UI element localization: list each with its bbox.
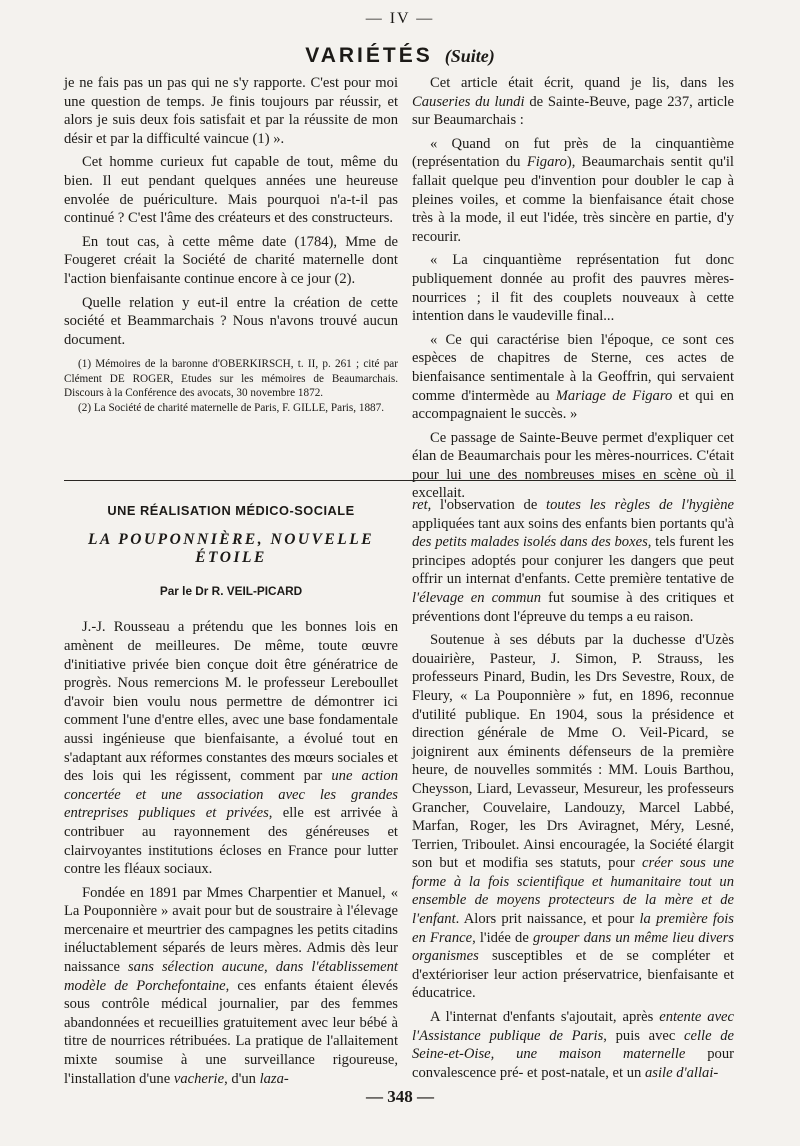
page-title — [0, 44, 800, 68]
text: , ces enfants étaient élevés sous contrôle médical journalier, par des femmes abandonnées et recueillies gratuitement avec leur bébé à titre de nourrices rétribuées. La pratique de l'allaitement mixte soumise à une surveillance rigoureuse, l'installation d'une — [64, 977, 398, 1087]
text: appliquées tant aux soins des enfants bien portants qu'à — [412, 515, 734, 532]
paragraph — [412, 74, 734, 130]
emphasis: une action concertée et une association avec les grandes entreprises publiques et privées — [64, 768, 398, 822]
paragraph — [64, 618, 398, 878]
emphasis: laza- — [259, 1070, 289, 1087]
title-main: VARIÉTÉS — [305, 44, 433, 67]
article-right-column — [412, 496, 734, 1087]
text: , l'idée de — [472, 929, 529, 946]
article-byline: Par le Dr R. VEIL-PICARD — [159, 583, 303, 598]
paragraph: En tout cas, à cette même date (1784), Mme de Fougeret créait la Société de charité maternelle dont l'action bienfaisante continue encore à ce jour (2). — [64, 233, 398, 287]
paragraph — [412, 496, 734, 626]
text: fut soumise à des critiques et préventions dont l'épreuve du temps a eu raison. — [412, 589, 734, 625]
text: , l'observation de — [427, 497, 538, 513]
paragraph: « La cinquantième représentation fut donc publiquement donnée au profit des pauvres mères-nourrices ; il fit des couplets nouveaux à cette intention dans le vaudeville final... — [412, 252, 734, 325]
paragraph — [64, 884, 398, 1089]
play-title: Figaro — [526, 154, 567, 171]
paragraph: Cet homme curieux fut capable de tout, même du bien. Il eut pendant quelques années une heureuse envolée de puériculture. Mais pourquoi n'a-t-il pas continué ? C'est l'âme des créateurs et des constructeurs. — [64, 154, 398, 227]
paragraph — [412, 1008, 734, 1082]
section-roman-numeral: — IV — — [365, 10, 435, 27]
footnote-2: (2) La Société de charité maternelle de Paris, F. GILLE, Paris, 1887. — [78, 401, 385, 414]
emphasis: asile d'allai- — [645, 1064, 719, 1081]
text: , d'un — [224, 1070, 256, 1087]
text: , elle est arrivée à contribuer au rayonnement des généreuses et clairvoyantes institutions écloses en France pour lutter contre les fléaux sociaux. — [64, 805, 398, 878]
paragraph — [412, 331, 734, 424]
emphasis: créer sous une forme à la fois scientifique et humanitaire tout un ensemble de moyens protecteurs de la mère et de l'enfant — [412, 855, 734, 928]
paragraph — [412, 631, 734, 1003]
book-title: Causeries du lundi — [412, 93, 525, 110]
text: , tels furent les principes adoptés pour conjurer les dangers que peut offrir un internat d'enfants. Cette première tentative de — [412, 534, 734, 588]
article-left-column — [64, 496, 398, 1093]
text: J.-J. Rousseau a prétendu que les bonnes lois en amènent de meilleures. De même, toute œuvre d'initiative privée bien conçue doit être génératrice de progrès. Nous remercions M. le professeur Lereboullet d'avoir bien voulu nous permettre de démontrer ici comment l'une d'entre elles, avec une base fondamentale aussi ingénieuse que bienfaisante, a évolué tout en s'adaptant aux réformes constantes des mœurs sociales et des lois qui les régissent, comment par — [64, 619, 398, 785]
emphasis: ret — [412, 497, 428, 513]
text: pour convalescence pré- et post-natale, et un — [412, 1046, 735, 1081]
emphasis: des petits malades isolés dans des boxes — [412, 534, 648, 551]
emphasis: grouper dans un même lieu divers organismes — [412, 929, 734, 965]
article-title: LA POUPONNIÈRE, NOUVELLE ÉTOILE — [87, 530, 375, 567]
text: et qui en accompagnaient le succès. » — [412, 387, 734, 423]
paragraph: Ce passage de Sainte-Beuve permet d'expliquer cet élan de Beaumarchais pour les mères-nourrices. C'était pour lui une des nombreuses mises en scène où il excellait. — [412, 429, 734, 502]
footnote-1: (1) Mémoires de la baronne d'OBERKIRSCH, t. II, p. 261 ; cité par Clément DE ROGER, Etudes sur les mémoires de Beaumarchais. Discours à la Conférence des avocats, 30 novembre 1872. — [64, 358, 398, 399]
title-suite: (Suite) — [444, 46, 495, 66]
play-title: Mariage de Figaro — [555, 387, 673, 404]
emphasis: toutes les règles de l'hygiène — [546, 497, 734, 513]
text: Soutenue à ses débuts par la duchesse d'Uzès douairière, Pasteur, J. Simon, P. Strauss, les professeurs Pinard, Budin, les Drs Sevestre, Roux, de Fleury, « La Pouponnière » fut, en 1896, reconnue d'utilité publique. En 1904, sous la présidence et direction générale de Mme O. Veil-Picard, se joignirent aux éminents défenseurs de la première heure, de nouvelles sommités : MM. Louis Barthou, Cheysson, Liard, Levasseur, Mesureur, les professeurs Grancher, Couvelaire, Landouzy, Marcel Labbé, Marfan, Roger, les Drs Aviragnet, Méry, Lesné, Terrien, Triboulet. Ainsi encouragée, la Société élargit son but et modifia ses statuts, pour — [412, 632, 734, 872]
emphasis: l'élevage en commun — [412, 589, 542, 606]
text: susceptibles et de se compléter et d'extérioriser leur action préservatrice, bienfaisante et éducatrice. — [412, 948, 734, 1002]
text: ), Beaumarchais sentit qu'il fallait quelque peu d'invention pour doubler le cap à pleines voiles, et comme la bienfaisance était chose très à la mode, il eut l'idée, très sincère en partie, d'y recourir. — [412, 154, 734, 245]
text: de Sainte-Beuve, page 237, article sur Beaumarchais : — [412, 93, 735, 129]
section-divider — [64, 480, 736, 481]
text: A l'internat d'enfants s'ajoutait, après — [430, 1009, 654, 1026]
page-number: — 348 — — [366, 1087, 434, 1106]
emphasis: la première fois en France — [412, 911, 734, 946]
paragraph — [412, 135, 734, 247]
paragraph: Quelle relation y eut-il entre la création de cette société et Beammarchais ? Nous n'avons trouvé aucun document. — [64, 294, 398, 348]
emphasis: sans sélection aucune, dans l'établissement modèle de Porchefontaine — [64, 959, 398, 994]
emphasis: vacherie — [173, 1070, 225, 1087]
text: . Alors prit naissance, et pour — [455, 911, 635, 928]
text: , puis avec — [603, 1027, 676, 1044]
footnotes — [64, 357, 398, 415]
top-right-column — [412, 74, 734, 508]
text: « Quand on fut près de la cinquantième (représentation du — [412, 135, 734, 171]
emphasis: entente avec l'Assistance publique de Paris — [412, 1009, 735, 1044]
text: « Ce qui caractérise bien l'époque, ce sont ces espèces de chapitres de Sterne, ces actes de bienfaisance sentimentale à la Geoffrin, qui servaient comme d'intermède au — [412, 331, 734, 404]
emphasis: celle de Seine-et-Oise, une maison maternelle — [412, 1027, 734, 1063]
text: Fondée en 1891 par Mmes Charpentier et Manuel, « La Pouponnière » avait pour but de soustraire à l'élevage mercenaire et meurtrier des campagnes les petits citadins inéluctablement séparés de leurs mères. Admis dès leur naissance — [64, 884, 398, 976]
paragraph: je ne fais pas un pas qui ne s'y rapporte. C'est pour moi une question de temps. Je finis toujours par réussir, et alors je suis deux fois satisfait et par la réussite de mon désir et par la difficulté vaincue (1) ». — [64, 75, 398, 147]
article-kicker: UNE RÉALISATION MÉDICO-SOCIALE — [107, 503, 355, 518]
top-left-column — [64, 74, 398, 416]
text: Cet article était écrit, quand je lis, dans les — [430, 75, 734, 91]
